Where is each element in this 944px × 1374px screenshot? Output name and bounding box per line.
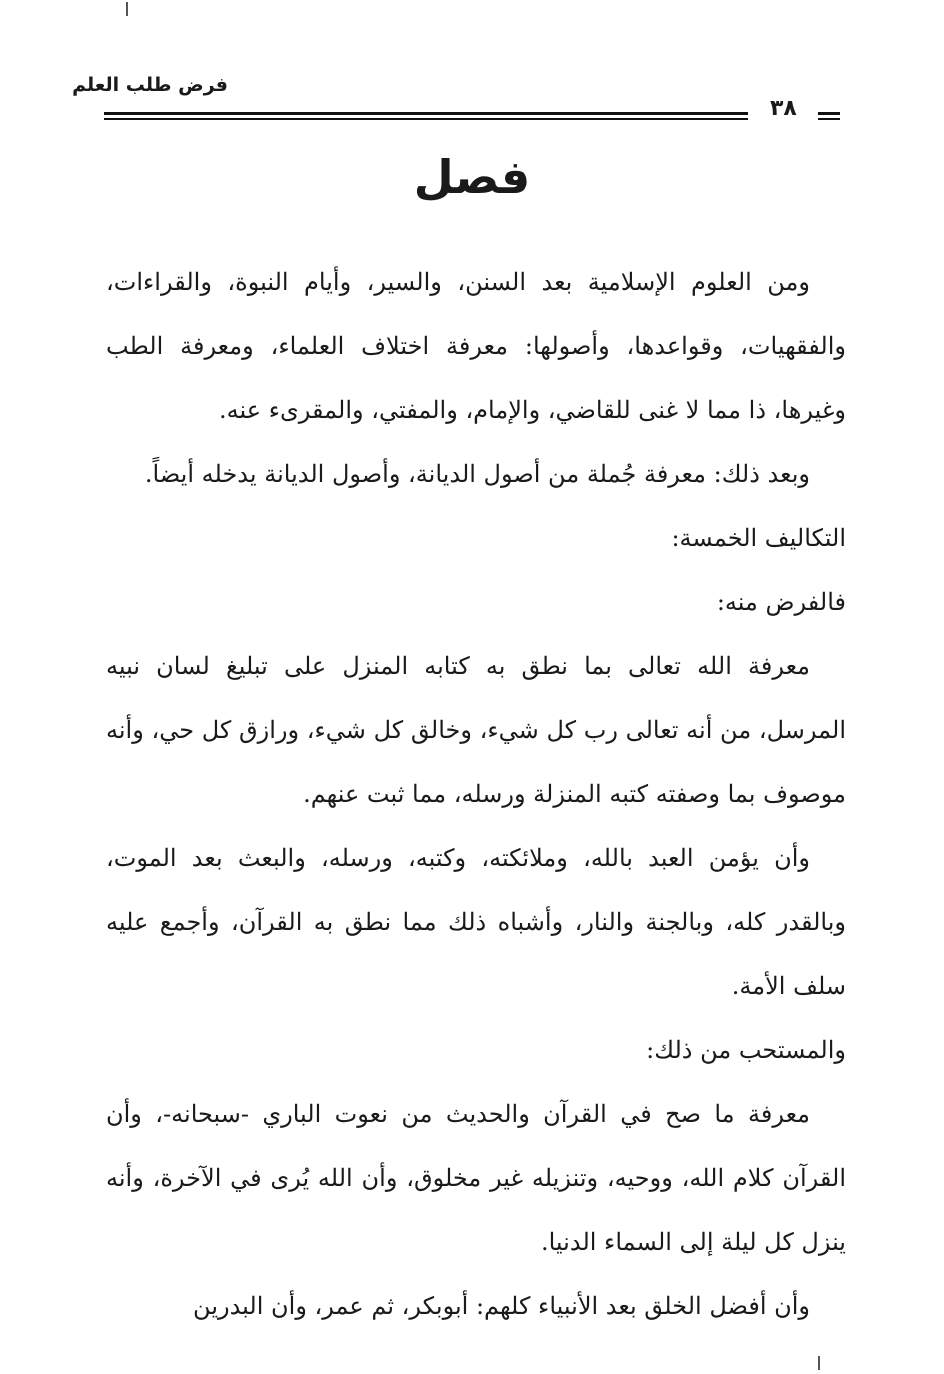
body-text (106, 250, 846, 1338)
running-header-title: فرض طلب العلم (72, 74, 228, 96)
paragraph: وبعد ذلك: معرفة جُملة من أصول الديانة، وأصول الديانة يدخله أيضاً. (144, 460, 810, 488)
paragraph: وأن يؤمن العبد بالله، وملائكته، وكتبه، ورسله، والبعث بعد الموت، وبالقدر كله، وبالجنة والنار، وأشباه ذلك مما نطق به القرآن، وأجمع عليه سلف الأمة. (106, 844, 847, 1000)
page-number-rule (818, 112, 840, 115)
page-number: ٣٨ (770, 96, 797, 121)
section-heading: فصل (413, 150, 531, 204)
page-number-rule (818, 118, 840, 120)
scan-mark (818, 1356, 820, 1370)
paragraph: ومن العلوم الإسلامية بعد السنن، والسير، وأيام النبوة، والقراءات، والفقهيات، وقواعدها، وأصولها: معرفة اختلاف العلماء، ومعرفة الطب وغيرها، ذا مما لا غنى للقاضي، والإمام، والمفتي، والمقرىء عنه. (106, 268, 846, 424)
subheading: التكاليف الخمسة: (671, 524, 846, 552)
header-rule (104, 112, 748, 115)
subheading: والمستحب من ذلك: (646, 1036, 846, 1064)
header-rule (104, 118, 748, 120)
paragraph: وأن أفضل الخلق بعد الأنبياء كلهم: أبوبكر، ثم عمر، وأن البدرين (193, 1292, 810, 1320)
subheading: فالفرض منه: (716, 588, 846, 616)
scan-mark (126, 2, 128, 16)
paragraph: معرفة الله تعالى بما نطق به كتابه المنزل على تبليغ لسان نبيه المرسل، من أنه تعالى رب كل شيء، وخالق كل شيء، ورازق كل حي، وأنه موصوف بما وصفته كتبه المنزلة ورسله، مما ثبت عنهم. (106, 652, 846, 808)
paragraph: معرفة ما صح في القرآن والحديث من نعوت الباري -سبحانه-، وأن القرآن كلام الله، ووحيه، وتنزيله غير مخلوق، وأن الله يُرى في الآخرة، وأنه ينزل كل ليلة إلى السماء الدنيا. (106, 1100, 846, 1256)
